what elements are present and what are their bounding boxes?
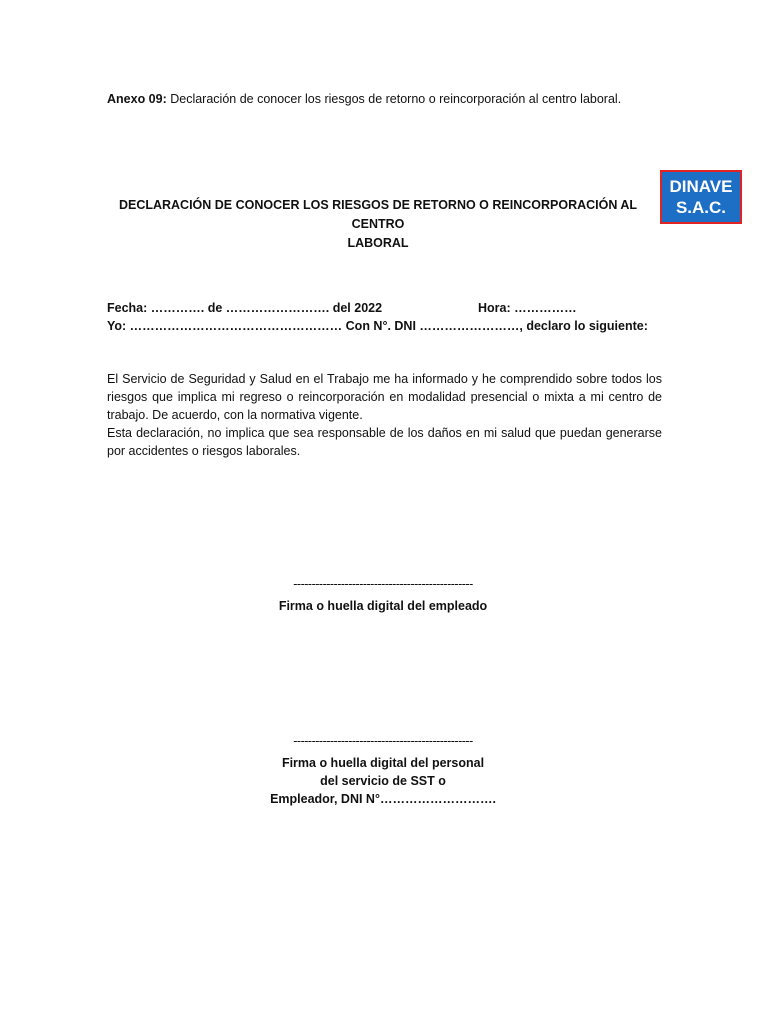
employee-signature-block [270, 577, 496, 615]
company-logo [660, 170, 742, 224]
signature-line-2: ------------------------------------------------- [293, 734, 473, 748]
declaration-body [107, 370, 662, 460]
signature-line-1: ------------------------------------------------- [293, 577, 473, 591]
body-paragraph-2: Esta declaración, no implica que sea responsable de los daños en mi salud que puedan generarse por accidentes o riesgos laborales. [107, 426, 662, 458]
logo-line2: S.A.C. [675, 198, 727, 217]
body-paragraph-1: El Servicio de Seguridad y Salud en el Trabajo me ha informado y he comprendido sobre todos los riesgos que implica mi regreso o reincorporación en modalidad presencial o mixta a mi centro de trabajo. De acuerdo, con la normativa vigente. [107, 372, 662, 422]
declarant-field: Yo: …………………………………………… Con N°. DNI ……………………, declaro lo siguiente: [107, 319, 648, 333]
sst-signature-block [270, 734, 496, 808]
employee-signature-label: Firma o huella digital del empleado [278, 599, 488, 613]
logo-line1: DINAVE [669, 177, 733, 196]
sst-label-line2: del servicio de SST o [320, 774, 446, 788]
date-field: Fecha: …………. de ……………………. del 2022 [107, 301, 383, 315]
title-line1: DECLARACIÓN DE CONOCER LOS RIESGOS DE RETORNO O REINCORPORACIÓN AL CENTRO [118, 198, 638, 231]
sst-label-line1: Firma o huella digital del personal [281, 756, 485, 770]
document-title [108, 196, 648, 253]
annex-text: Declaración de conocer los riesgos de retorno o reincorporación al centro laboral. [166, 92, 622, 106]
annex-heading [107, 92, 621, 106]
annex-label: Anexo 09: [107, 92, 167, 106]
sst-signature-label [270, 754, 496, 808]
time-field: Hora: …………… [478, 301, 577, 315]
title-line2: LABORAL [347, 236, 409, 250]
sst-label-line3: Empleador, DNI N°………………………. [270, 792, 496, 806]
